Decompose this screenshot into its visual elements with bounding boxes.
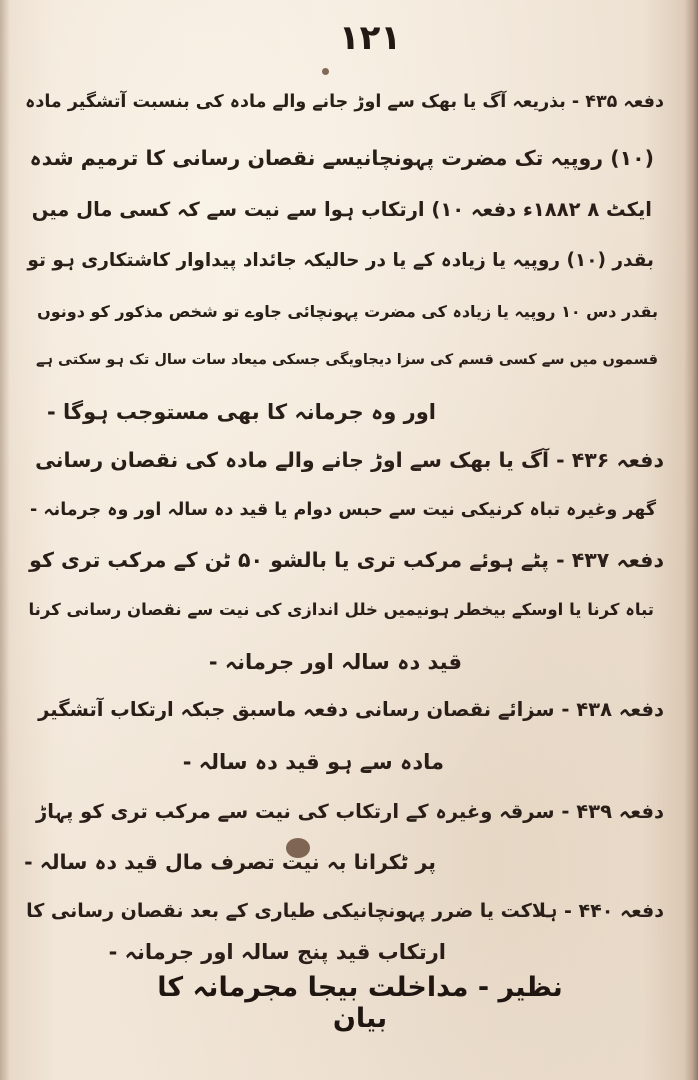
text-line: (۱۰) روپیہ تک مضرت پہونچانیسے نقصان رسانی کا ترمیم شدہ (29, 146, 654, 170)
section-440-heading: دفعہ ۴۴۰ - ہلاکت یا ضرر پہونچانیکی طیاری کے بعد نقصان رسانی کا (26, 900, 664, 922)
text-line: ارتکاب قید پنج سالہ اور جرمانہ - (108, 940, 446, 964)
section-437-heading: دفعہ ۴۳۷ - پٹے ہوئے مرکب تری یا بالشو ۵۰ ٹن کے مرکب تری کو (29, 548, 664, 572)
text-line: اور وہ جرمانہ کا بھی مستوجب ہوگا - (46, 400, 436, 424)
section-435-heading: دفعہ ۴۳۵ - بذریعہ آگ یا بھک سے اوڑ جانے والے مادہ کی بنسبت آتشگیر مادہ (25, 92, 664, 112)
text-line: ایکٹ ۸ ۱۸۸۲ء دفعہ ۱۰) ارتکاب ہوا سے نیت سے کہ کسی مال میں (31, 198, 652, 221)
closing-heading: نظیر - مداخلت بیجا مجرمانہ کا بیان (157, 972, 563, 1034)
text-line: پر ٹکرانا بہ نیت تصرف مال قید دہ سالہ - (24, 850, 436, 874)
page-left-shadow (0, 0, 10, 1080)
text-line: مادہ سے ہو قید دہ سالہ - (182, 750, 444, 774)
text-line: قید دہ سالہ اور جرمانہ - (208, 650, 462, 674)
text-line: تباہ کرنا یا اوسکے بیخطر ہونیمیں خلل اندازی کی نیت سے نقصان رسانی کرنا (28, 600, 654, 619)
section-436-heading: دفعہ ۴۳۶ - آگ یا بھک سے اوڑ جانے والے مادہ کی نقصان رسانی (35, 448, 664, 472)
section-438-heading: دفعہ ۴۳۸ - سزائے نقصان رسانی دفعہ ماسبق جبکہ ارتکاب آتشگیر (38, 698, 664, 721)
section-439-heading: دفعہ ۴۳۹ - سرقہ وغیرہ کے ارتکاب کی نیت سے مرکب تری کو پہاڑ (36, 800, 664, 823)
page-right-shadow (684, 0, 698, 1080)
text-line: قسموں میں سے کسی قسم کی سزا دیجاویگی جسکی میعاد سات سال تک ہو سکتی ہے (35, 352, 658, 368)
text-line: بقدر (۱۰) روپیہ یا زیادہ کے یا در حالیکہ جائداد پیداوار کاشتکاری ہو تو (27, 250, 654, 271)
text-line: بقدر دس ۱۰ روپیہ یا زیادہ کی مضرت پہونچائی جاوے تو شخص مذکور کو دونوں (37, 302, 658, 321)
text-line: گھر وغیرہ تباہ کرنیکی نیت سے حبس دوام یا قید دہ سالہ اور وہ جرمانہ - (30, 500, 656, 520)
ink-dot (322, 68, 329, 75)
page-number: ۱۲۱ (338, 18, 402, 58)
